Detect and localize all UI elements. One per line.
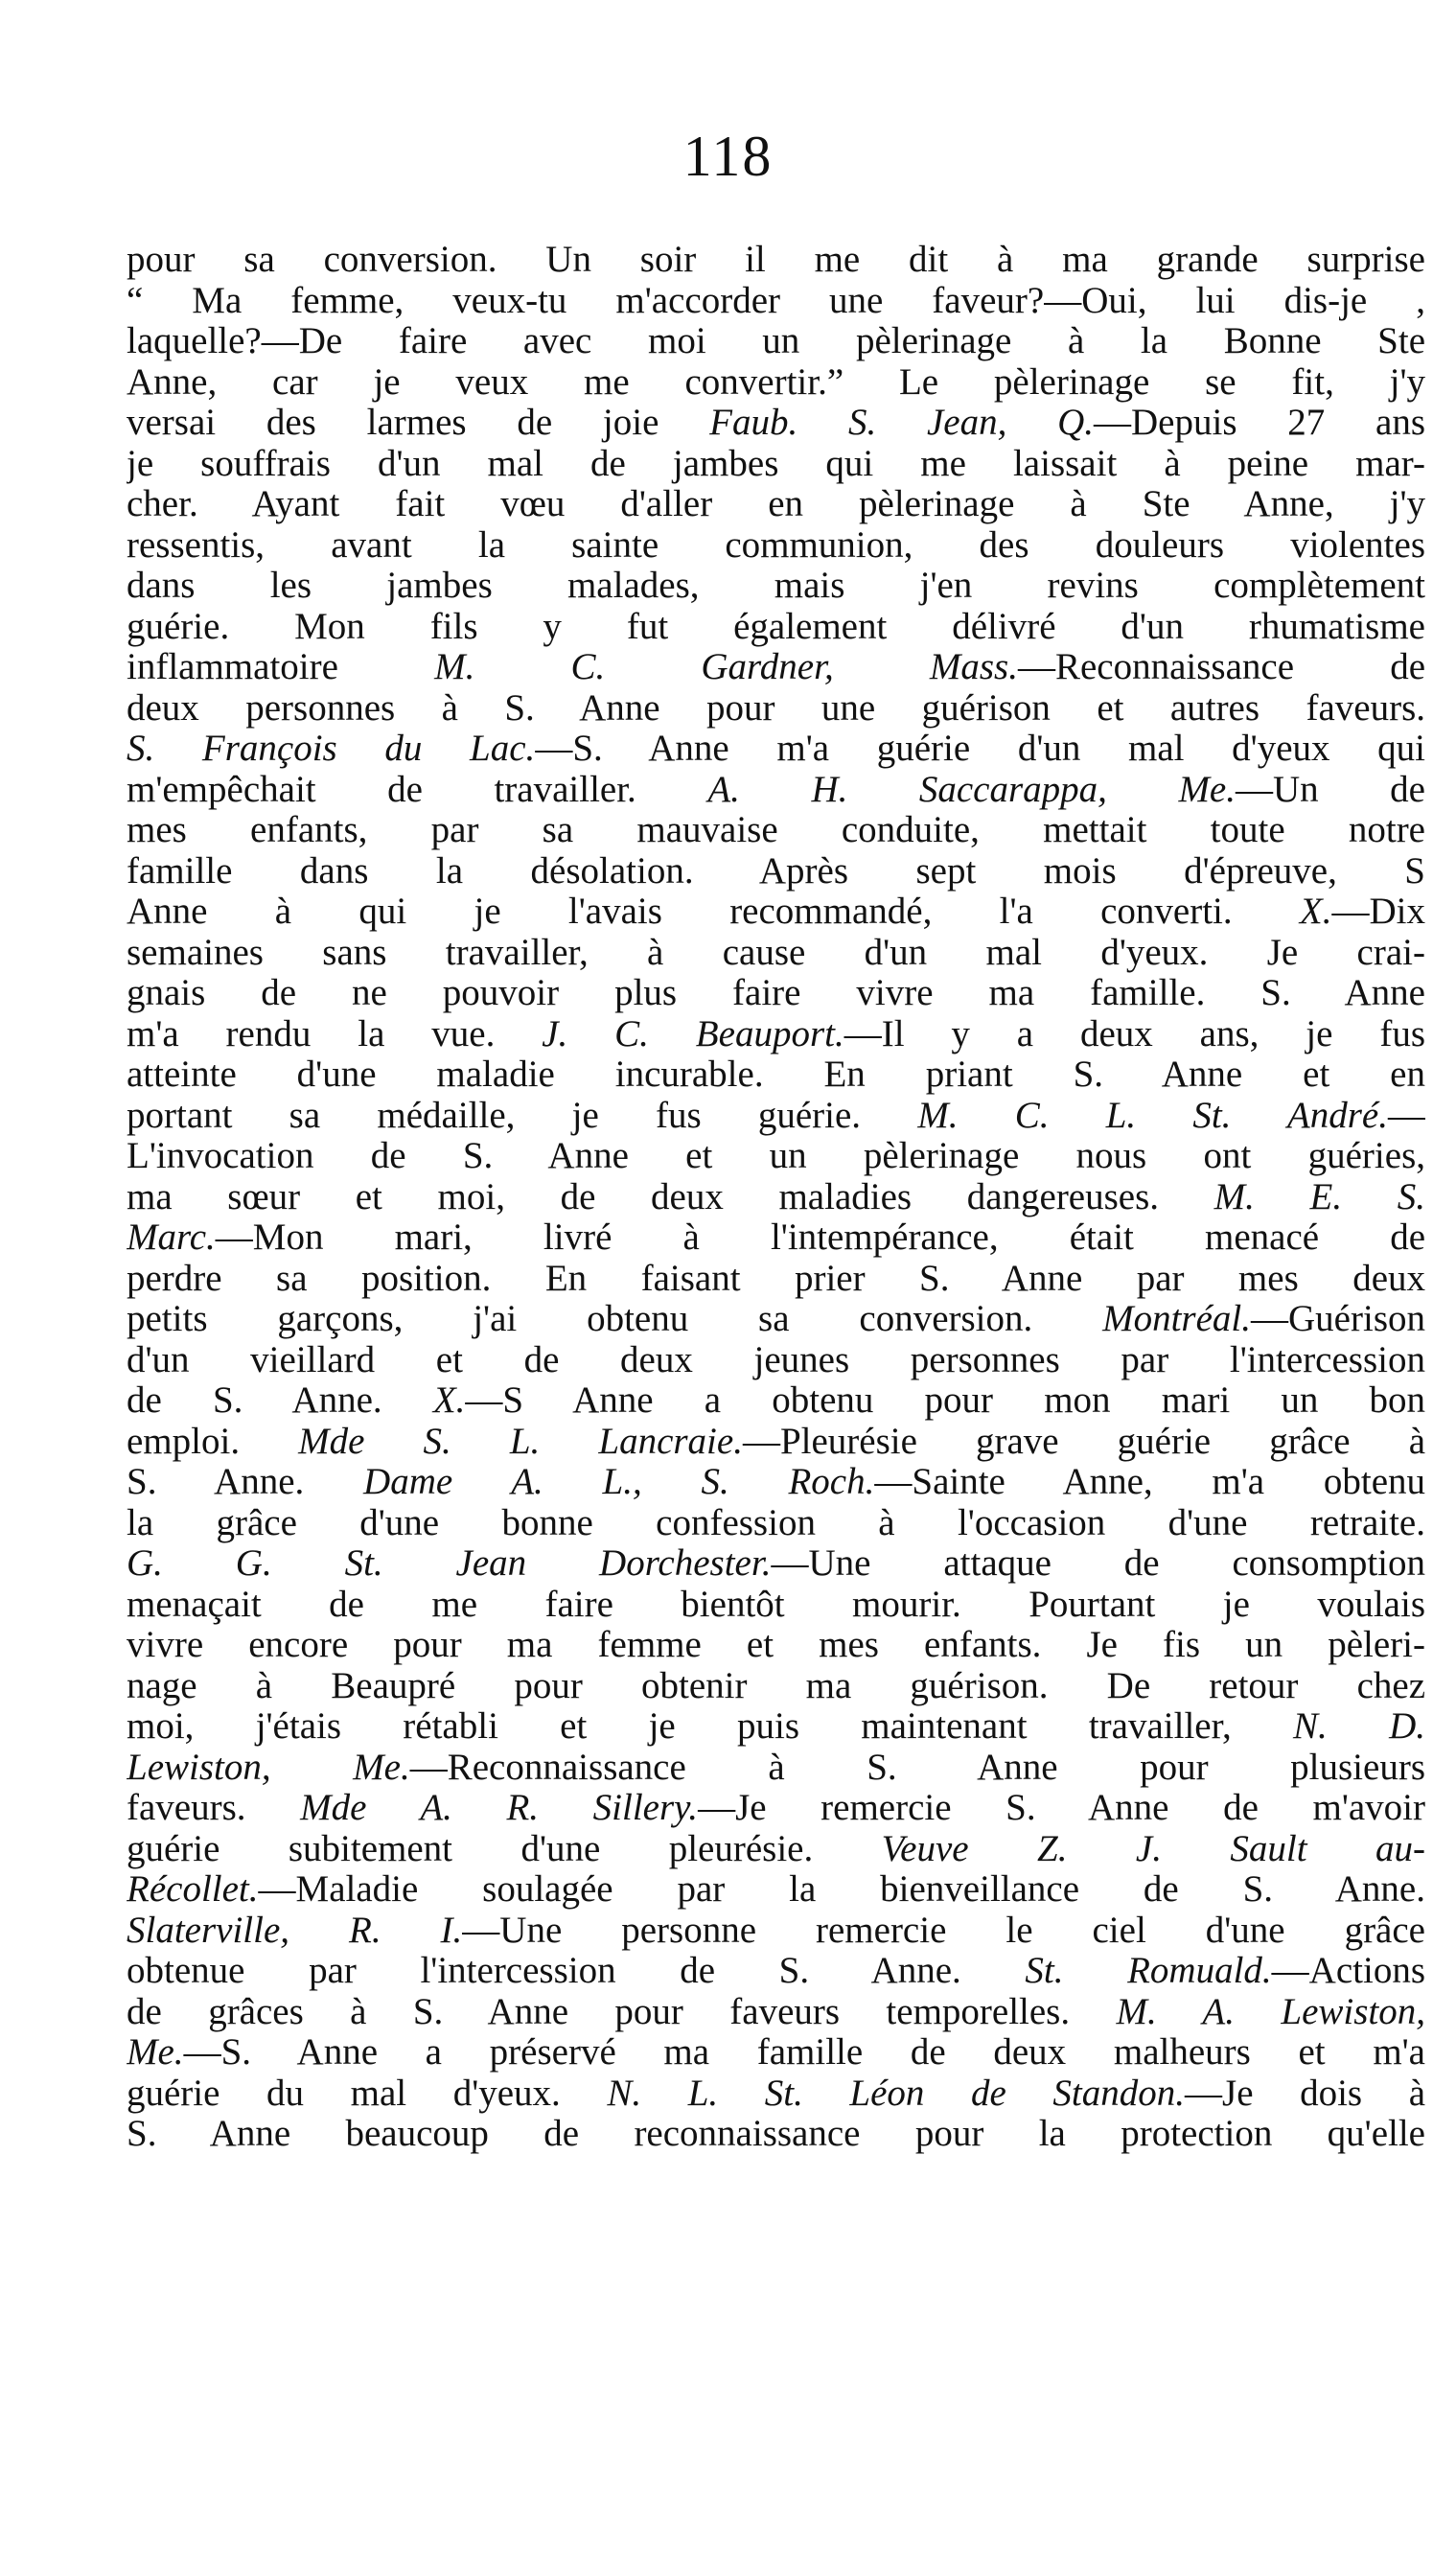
text-line — [127, 1543, 1425, 1585]
text-line — [127, 1054, 1425, 1096]
text-segment: guérie du mal d'yeux. — [127, 2073, 608, 2114]
text-line — [127, 973, 1425, 1014]
place-attribution: Lewiston, Me. — [127, 1747, 410, 1788]
text-segment: —Une personne remercie le ciel d'une grâce — [462, 1910, 1425, 1951]
text-segment: —Il y a deux ans, je fus — [844, 1013, 1425, 1054]
text-segment: —Je remercie S. Anne de m'avoir — [698, 1788, 1425, 1828]
text-line — [127, 1299, 1425, 1340]
text-segment: “ Ma femme, veux-tu m'accorder une faveur?—Oui, lui dis-je , — [127, 280, 1425, 321]
text-line — [127, 1177, 1425, 1218]
text-segment: —Dix — [1331, 892, 1425, 932]
text-segment: S. Anne beaucoup de reconnaissance pour la protection qu'elle — [127, 2114, 1425, 2154]
text-segment: pour sa conversion. Un soir il me dit à ma grande surprise — [127, 240, 1425, 280]
text-line — [127, 484, 1425, 525]
text-segment: nage à Beaupré pour obtenir ma guérison. De retour chez — [127, 1665, 1425, 1706]
text-segment: de S. Anne. — [127, 1380, 433, 1421]
text-segment: ma sœur et moi, de deux maladies dangereuses. — [127, 1176, 1214, 1217]
text-line — [127, 1585, 1425, 1626]
place-attribution: S. François du Lac. — [127, 729, 536, 769]
text-segment: semaines sans travailler, à cause d'un mal d'yeux. Je crai- — [127, 932, 1425, 973]
text-segment: d'un vieillard et de deux jeunes personnes par l'intercession — [127, 1339, 1425, 1380]
text-line — [127, 525, 1425, 567]
text-segment: cher. Ayant fait vœu d'aller en pèlerinage à Ste Anne, j'y — [127, 484, 1425, 524]
text-segment: atteinte d'une maladie incurable. En priant S. Anne et en — [127, 1054, 1425, 1095]
text-line — [127, 1422, 1425, 1463]
text-line — [127, 851, 1425, 892]
place-attribution: A. H. Saccarappa, Me. — [707, 769, 1236, 810]
text-segment: moi, j'étais rétabli et je puis maintenant travailler, — [127, 1706, 1294, 1747]
text-segment: laquelle?—De faire avec moi un pèlerinage à la Bonne Ste — [127, 321, 1425, 361]
text-line — [127, 2032, 1425, 2074]
text-segment: deux personnes à S. Anne pour une guérison et autres faveurs. — [127, 687, 1425, 729]
text-line — [127, 1869, 1425, 1911]
text-line — [127, 321, 1425, 362]
text-segment: perdre sa position. En faisant prier S. Anne par mes deux — [127, 1258, 1425, 1299]
text-line — [127, 892, 1425, 933]
text-segment: portant sa médaille, je fus guérie. — [127, 1095, 918, 1136]
place-attribution: Slaterville, R. I. — [127, 1910, 463, 1951]
text-line — [127, 1096, 1425, 1137]
text-segment: faveurs. — [127, 1788, 301, 1828]
text-segment: —Une attaque de consomption — [771, 1543, 1425, 1584]
text-line — [127, 1829, 1425, 1870]
text-segment: de grâces à S. Anne pour faveurs temporelles. — [127, 1991, 1117, 2032]
text-segment: —Maladie soulagée par la bienveillance de S. Anne. — [258, 1869, 1425, 1910]
text-line — [127, 770, 1425, 811]
text-segment: obtenue par l'intercession de S. Anne. — [127, 1951, 1026, 1991]
text-line — [127, 1380, 1425, 1422]
text-segment: je souffrais d'un mal de jambes qui me laissait à peine mar- — [127, 443, 1425, 484]
text-line — [127, 2114, 1425, 2155]
text-segment: guérie. Mon fils y fut également délivré d'un rhumatisme — [127, 606, 1425, 647]
text-line — [127, 240, 1425, 281]
place-attribution: Faub. S. Jean, Q. — [709, 403, 1095, 443]
text-line — [127, 1951, 1425, 1992]
text-segment: Anne à qui je l'avais recommandé, l'a converti. — [127, 892, 1300, 932]
place-attribution: X. — [1299, 892, 1332, 932]
text-segment: —Pleurésie grave guérie grâce à — [742, 1421, 1425, 1462]
page-number: 118 — [682, 125, 774, 188]
text-segment: inflammatoire — [127, 647, 435, 687]
place-attribution: G. G. St. Jean Dorchester. — [127, 1543, 772, 1584]
text-segment: famille dans la désolation. Après sept mois d'épreuve, S — [127, 850, 1425, 892]
text-segment: m'empêchait de travailler. — [127, 769, 708, 810]
text-line — [127, 1136, 1425, 1177]
text-line — [127, 1911, 1425, 1952]
text-line — [127, 1217, 1425, 1259]
text-segment: mes enfants, par sa mauvaise conduite, mettait toute notre — [127, 810, 1425, 850]
text-line — [127, 1706, 1425, 1748]
text-segment: emploi. — [127, 1421, 299, 1462]
text-line — [127, 1462, 1425, 1503]
text-segment: Anne, car je veux me convertir.” Le pèlerinage se fit, j'y — [127, 361, 1425, 403]
text-segment: — — [1388, 1095, 1425, 1136]
text-segment: —Un de — [1236, 769, 1425, 810]
place-attribution: Veuve Z. J. Sault au- — [881, 1828, 1425, 1869]
text-segment: —Mon mari, livré à l'intempérance, était menacé de — [215, 1217, 1425, 1258]
place-attribution: Mde S. L. Lancraie. — [298, 1421, 743, 1462]
text-line — [127, 1992, 1425, 2033]
text-line — [127, 647, 1425, 688]
text-line — [127, 729, 1425, 770]
place-attribution: Mde A. R. Sillery. — [300, 1788, 699, 1828]
text-segment: —Je dois à — [1185, 2073, 1425, 2114]
text-segment: —Reconnaissance à S. Anne pour plusieurs — [409, 1747, 1425, 1788]
text-segment: —S Anne a obtenu pour mon mari un bon — [465, 1380, 1425, 1421]
place-attribution: N. D. — [1293, 1706, 1425, 1747]
place-attribution: Dame A. L., S. Roch. — [363, 1462, 875, 1502]
text-line — [127, 1503, 1425, 1544]
text-segment: ressentis, avant la sainte communion, des douleurs violentes — [127, 524, 1425, 566]
text-segment: versai des larmes de joie — [127, 403, 710, 443]
text-segment: la grâce d'une bonne confession à l'occasion d'une retraite. — [127, 1502, 1425, 1543]
text-line — [127, 362, 1425, 404]
place-attribution: Me. — [127, 2032, 184, 2073]
place-attribution: M. C. L. St. André. — [917, 1095, 1388, 1136]
text-segment: guérie subitement d'une pleurésie. — [127, 1828, 882, 1869]
text-segment: S. Anne. — [127, 1462, 364, 1502]
text-line — [127, 1666, 1425, 1707]
text-line — [127, 1748, 1425, 1789]
place-attribution: St. Romuald. — [1025, 1951, 1272, 1991]
text-segment: —Guérison — [1251, 1299, 1425, 1339]
place-attribution: X. — [432, 1380, 466, 1421]
text-segment: gnais de ne pouvoir plus faire vivre ma famille. S. Anne — [127, 973, 1425, 1013]
text-segment: —Reconnaissance de — [1017, 647, 1425, 687]
text-segment: m'a rendu la vue. — [127, 1013, 543, 1054]
place-attribution: M. E. S. — [1213, 1176, 1425, 1217]
text-segment: —S. Anne a préservé ma famille de deux malheurs et m'a — [183, 2032, 1425, 2073]
text-line — [127, 810, 1425, 851]
text-segment: menaçait de me faire bientôt mourir. Pourtant je voulais — [127, 1584, 1425, 1625]
text-segment: —S. Anne m'a guérie d'un mal d'yeux qui — [535, 729, 1425, 769]
text-line — [127, 607, 1425, 648]
text-line — [127, 403, 1425, 444]
text-line — [127, 566, 1425, 607]
text-line — [127, 1340, 1425, 1381]
text-line — [127, 1788, 1425, 1829]
body-text — [127, 240, 1425, 2155]
text-line — [127, 444, 1425, 485]
place-attribution: Récollet. — [127, 1869, 259, 1910]
place-attribution: Montréal. — [1102, 1299, 1252, 1339]
text-line — [127, 2074, 1425, 2115]
text-segment: L'invocation de S. Anne et un pèlerinage nous ont guéries, — [127, 1136, 1425, 1176]
text-segment: petits garçons, j'ai obtenu sa conversion. — [127, 1299, 1103, 1339]
text-segment: —Actions — [1271, 1951, 1425, 1991]
text-line — [127, 933, 1425, 974]
place-attribution: M. A. Lewiston, — [1116, 1991, 1425, 2032]
text-line — [127, 1014, 1425, 1055]
place-attribution: N. L. St. Léon de Standon. — [607, 2073, 1186, 2114]
place-attribution: M. C. Gardner, Mass. — [434, 647, 1018, 687]
text-line — [127, 1625, 1425, 1666]
text-line — [127, 688, 1425, 730]
text-line — [127, 281, 1425, 322]
text-segment: —Sainte Anne, m'a obtenu — [874, 1462, 1425, 1502]
text-segment: vivre encore pour ma femme et mes enfants. Je fis un pèleri- — [127, 1625, 1425, 1665]
place-attribution: J. C. Beauport. — [542, 1013, 844, 1054]
text-segment: —Depuis 27 ans — [1094, 403, 1425, 443]
place-attribution: Marc. — [127, 1217, 216, 1258]
text-segment: dans les jambes malades, mais j'en revins complètement — [127, 566, 1425, 606]
text-line — [127, 1259, 1425, 1300]
